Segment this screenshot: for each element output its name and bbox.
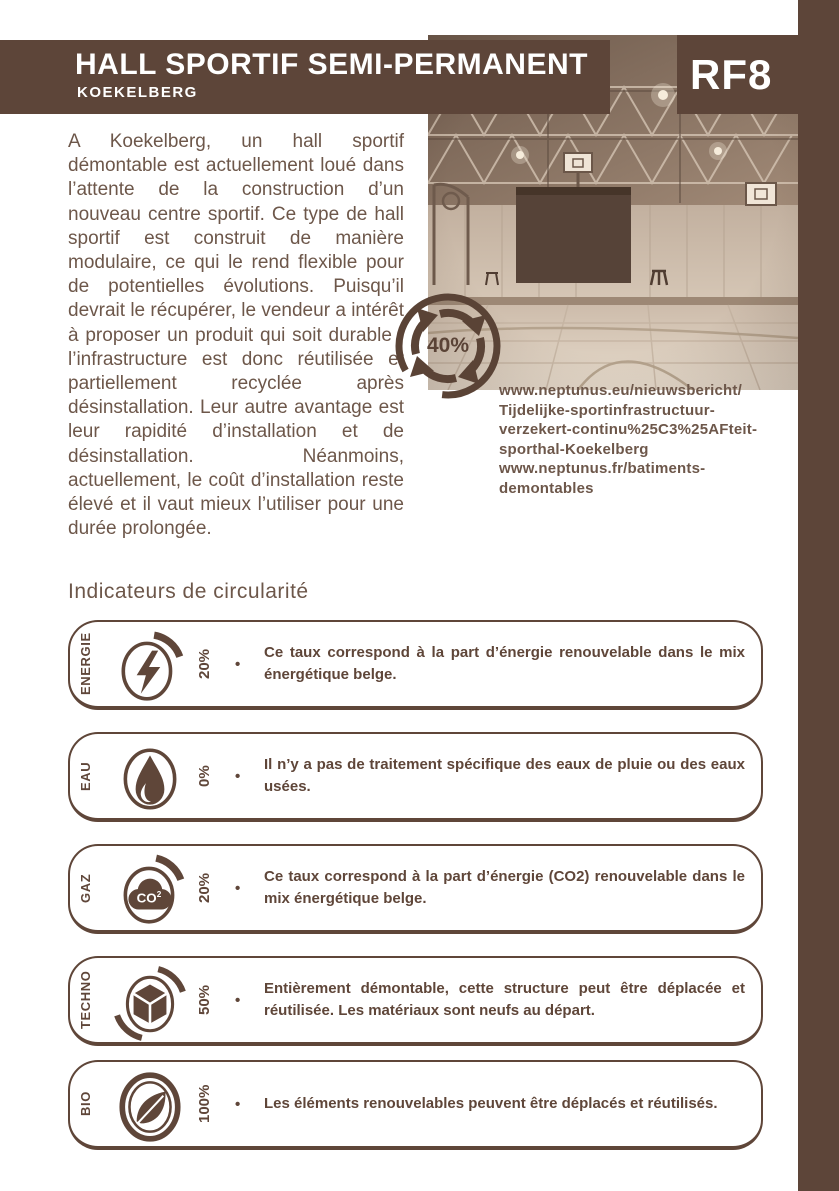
bullet-point: • — [235, 991, 241, 1009]
link-line[interactable]: Tijdelijke-sportinfrastructuur- — [499, 401, 715, 419]
recycle-arrows-icon — [392, 290, 504, 402]
reference-badge-label: RF8 — [690, 50, 773, 98]
indicator-label: TECHNO — [78, 970, 93, 1030]
link-line[interactable]: www.neptunus.fr/batiments- — [499, 460, 706, 477]
indicator-label: GAZ — [78, 873, 93, 903]
bullet-point: • — [235, 1095, 241, 1113]
indicator-box-eau — [68, 732, 763, 822]
reference-badge — [677, 35, 798, 114]
intro-paragraph: A Koekelberg, un hall sportif démontable est actuellement loué dans l’attente de la construction d’un nouveau centre sportif. Ce type de hall sportif est construit de manière modulaire, ce qui le rend flexible pour de potentielles évolutions. Puisqu’il devrait le récupérer, le vendeur a intérêt à proposer un produit qui soit durable : l’infrastructure est donc réutilisée et partiellement recyclée après désinstallation. Leur autre avantage est leur rapidité d’installation et de désinstallation. Néanmoins, actuellement, le coût d’installation reste élevé et il vaut mieux l’utiliser pour une durée prolongée. — [68, 131, 404, 540]
right-edge-strip — [798, 0, 839, 1191]
recycle-percent: 40% — [426, 334, 470, 357]
link-line[interactable]: sporthal-Koekelberg — [499, 440, 649, 458]
source-links — [499, 381, 799, 498]
indicator-box-techno — [68, 956, 763, 1046]
indicator-label: BIO — [78, 1091, 93, 1117]
indicator-text: Les éléments renouvelables peuvent être déplacés et réutilisés. — [264, 1095, 718, 1112]
water-drop-icon — [112, 741, 188, 817]
link-line[interactable]: verzekert-continu%25C3%25AFteit- — [499, 421, 758, 438]
leaf-icon — [112, 1069, 188, 1145]
indicator-text: Ce taux correspond à la part d’énergie renouvelable dans le mix énergétique belge. — [264, 644, 745, 683]
indicator-box-energie — [68, 620, 763, 710]
co2-cloud-icon — [112, 853, 188, 929]
energy-bolt-icon — [112, 629, 188, 705]
page-title: HALL SPORTIF SEMI-PERMANENT — [75, 48, 588, 81]
indicator-box-gaz — [68, 844, 763, 934]
indicator-label: ENERGIE — [78, 632, 93, 696]
bullet-point: • — [235, 879, 241, 897]
link-line[interactable]: demontables — [499, 479, 594, 497]
svg-text:CO2: $CO^2$ — [136, 890, 162, 906]
indicator-percent: 100% — [196, 1084, 213, 1124]
indicator-percent: 20% — [196, 872, 213, 904]
bullet-point: • — [235, 655, 241, 673]
header-band — [0, 40, 610, 114]
cube-icon — [112, 965, 188, 1041]
indicator-text: Il n’y a pas de traitement spécifique des eaux de pluie ou des eaux usées. — [264, 756, 745, 795]
section-heading: Indicateurs de circularité — [68, 580, 309, 603]
indicator-percent: 0% — [196, 765, 213, 787]
bullet-point: • — [235, 767, 241, 785]
indicator-text: Ce taux correspond à la part d’énergie (CO2) renouvelable dans le mix énergétique belge. — [264, 868, 745, 907]
indicator-label: EAU — [78, 761, 93, 791]
page-subtitle: KOEKELBERG — [77, 84, 198, 101]
indicator-percent: 20% — [196, 648, 213, 680]
indicator-box-bio — [68, 1060, 763, 1150]
indicator-percent: 50% — [196, 984, 213, 1016]
link-line[interactable]: www.neptunus.eu/nieuwsbericht/ — [499, 382, 742, 399]
indicator-text: Entièrement démontable, cette structure peut être déplacée et réutilisée. Les matériaux sont neufs au départ. — [264, 980, 745, 1019]
